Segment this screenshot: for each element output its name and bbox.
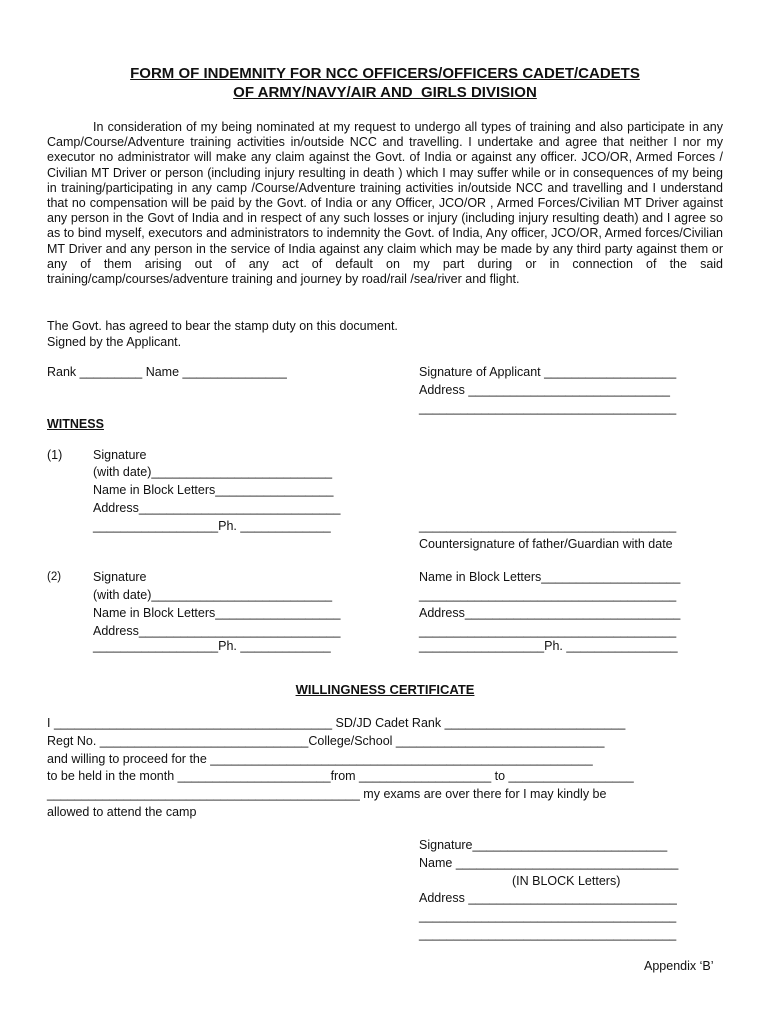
witness1-address-field[interactable]: Address_____________________________ bbox=[93, 501, 341, 515]
guardian-address-field[interactable]: Address_______________________________ bbox=[419, 606, 681, 620]
witness2-address-field[interactable]: Address_____________________________ bbox=[93, 624, 341, 638]
guardian-signature-line[interactable]: _____________________________________ bbox=[419, 519, 677, 533]
willingness-address-field[interactable]: Address ______________________________ bbox=[419, 891, 677, 905]
witness1-signature-label: Signature bbox=[93, 448, 147, 462]
willingness-line-6: allowed to attend the camp bbox=[47, 805, 197, 819]
willingness-line-1[interactable]: I ________________________________________ SD/JD Cadet Rank __________________________ bbox=[47, 716, 626, 730]
willingness-line-3[interactable]: and willing to proceed for the _______________________________________________________ bbox=[47, 752, 593, 766]
willingness-line-4[interactable]: to be held in the month ______________________from ___________________ to __________________ bbox=[47, 769, 634, 783]
willingness-heading: WILLINGNESS CERTIFICATE bbox=[295, 682, 475, 697]
guardian-name-field[interactable]: Name in Block Letters____________________ bbox=[419, 570, 681, 584]
form-title-line2: OF ARMY/NAVY/AIR AND GIRLS DIVISION bbox=[233, 84, 537, 101]
applicant-signature-field[interactable]: Signature of Applicant ___________________ bbox=[419, 365, 677, 379]
stamp-duty-text: The Govt. has agreed to bear the stamp duty on this document. bbox=[47, 319, 398, 333]
willingness-name-field[interactable]: Name ________________________________ bbox=[419, 856, 679, 870]
signed-by-text: Signed by the Applicant. bbox=[47, 335, 182, 349]
witness2-number: (2) bbox=[47, 571, 62, 583]
witness-heading: WITNESS bbox=[47, 417, 104, 431]
witness1-number: (1) bbox=[47, 448, 63, 462]
applicant-address-line[interactable]: _____________________________________ bbox=[419, 401, 677, 415]
willingness-line-2[interactable]: Regt No. ______________________________College/School ______________________________ bbox=[47, 734, 605, 748]
willingness-address-line-2[interactable]: _____________________________________ bbox=[419, 927, 677, 941]
willingness-line-5[interactable]: _____________________________________________ my exams are over there for I may kindly be bbox=[47, 787, 607, 801]
witness2-signature-label: Signature bbox=[93, 570, 147, 584]
witness1-date-field[interactable]: (with date)__________________________ bbox=[93, 465, 333, 479]
witness2-phone-field[interactable]: __________________Ph. _____________ bbox=[93, 639, 331, 653]
form-title-line1: FORM OF INDEMNITY FOR NCC OFFICERS/OFFICERS CADET/CADETS bbox=[130, 65, 640, 82]
guardian-name-line[interactable]: _____________________________________ bbox=[419, 588, 677, 602]
block-letters-note: (IN BLOCK Letters) bbox=[512, 874, 621, 888]
applicant-address-field[interactable]: Address _____________________________ bbox=[419, 383, 670, 397]
appendix-label: Appendix ‘B’ bbox=[644, 959, 714, 973]
witness1-name-field[interactable]: Name in Block Letters_________________ bbox=[93, 483, 334, 497]
willingness-address-line-1[interactable]: _____________________________________ bbox=[419, 909, 677, 923]
guardian-address-line[interactable]: _____________________________________ bbox=[419, 624, 677, 638]
willingness-signature-field[interactable]: Signature____________________________ bbox=[419, 838, 668, 852]
witness2-date-field[interactable]: (with date)__________________________ bbox=[93, 588, 333, 602]
witness2-name-field[interactable]: Name in Block Letters__________________ bbox=[93, 606, 341, 620]
rank-name-field[interactable]: Rank _________ Name _______________ bbox=[47, 365, 287, 379]
guardian-countersignature-label: Countersignature of father/Guardian with date bbox=[419, 537, 673, 551]
guardian-phone-field[interactable]: __________________Ph. ________________ bbox=[419, 639, 678, 653]
witness1-phone-field[interactable]: __________________Ph. _____________ bbox=[93, 519, 331, 533]
indemnity-paragraph: In consideration of my being nominated at my request to undergo all types of training and also participate in any Camp/Course/Adventure training activities in/outside NCC and travelling. I undertake and agree that neither I nor my executor no administrator will make any claim against the Govt. of India or against any officer. JCO/OR, Armed Forces / Civilian MT Driver or person (including injury resulting in death ) which I may suffer while or in consequences of my being in training/participating in any camp /Course/Adventure training activities in/outside NCC and travelling and I understand that no compensation will be paid by the Govt. of India or any Officer, JCO/OR , Armed Forces/Civilian MT Driver against any person in the Govt of India and in respect of any such losses or injury (including injury resulting death) and I agree so as to bind myself, executors and administrators to indemnity the Govt. of India, Any officer, JCO/OR, Armed forces/Civilian MT Driver and any person in the service of India against any claim which may be made by any third party against them or any of them arising out of any act of default on my part during or in connection of the said training/camp/courses/adventure training and journey by road/rail /sea/river and flight. bbox=[47, 120, 723, 287]
